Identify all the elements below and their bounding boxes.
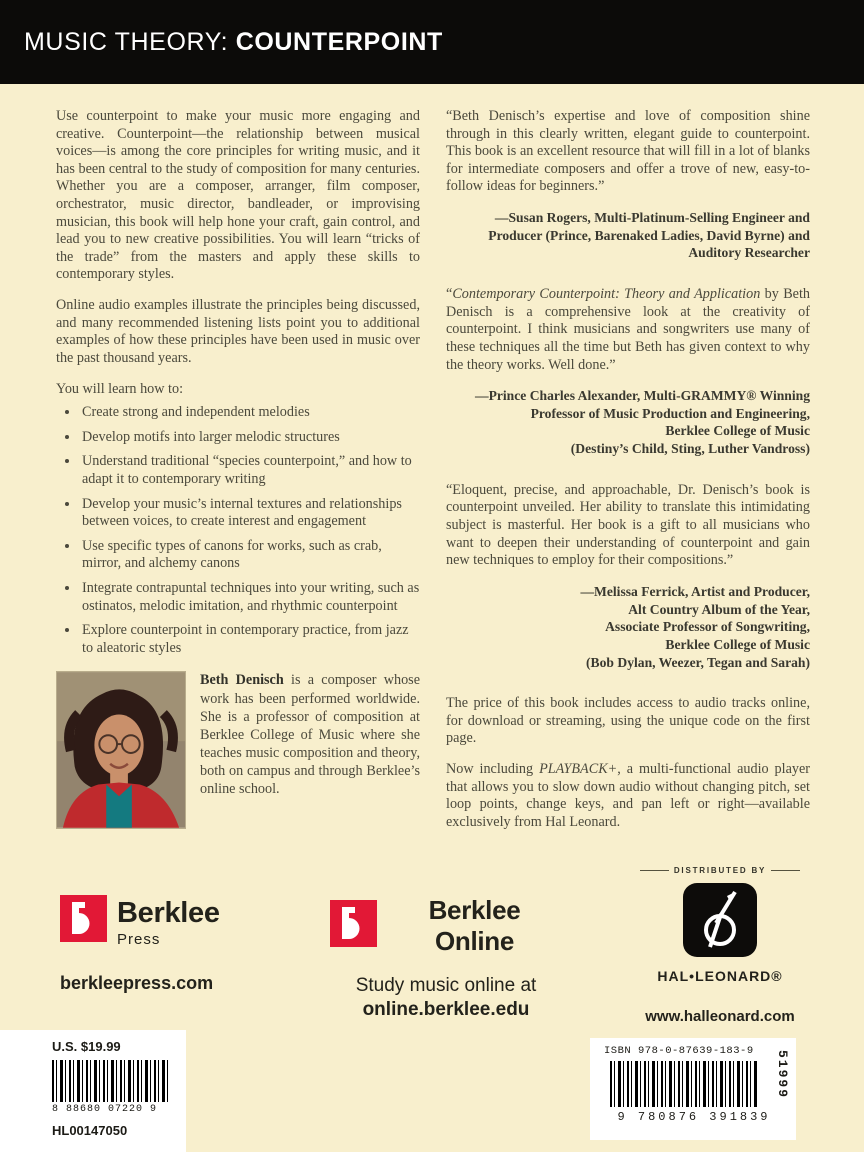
list-item (80, 580, 420, 615)
price-label: U.S. $19.99 (52, 1039, 121, 1054)
berklee-press-url: berkleepress.com (60, 973, 214, 993)
attribution-line: Auditory Researcher (688, 245, 810, 261)
attribution-line: Professor of Music Production and Engineering, (530, 405, 810, 421)
isbn-label: ISBN 978-0-87639-183-9 (604, 1045, 754, 1057)
audio-examples-paragraph: Online audio examples illustrate the principles being discussed, and many recommended listening lists point you to additional examples of how these principles have been used in music over the past thousand years. (56, 297, 420, 366)
upc-barcode (52, 1060, 170, 1102)
rule-right (771, 870, 800, 871)
attribution-line: Alt Country Album of the Year, (628, 601, 810, 617)
distributed-by-label (640, 866, 800, 875)
quote-3-attribution (446, 583, 810, 671)
list-item-text: Integrate contrapuntal techniques into your writing, such as ostinatos, melodic imitation, and rhythmic counterpoint (82, 580, 420, 614)
list-item (80, 429, 420, 447)
quote-3 (446, 482, 810, 570)
berklee-press-block (60, 895, 220, 994)
berklee-online-url: online.berklee.edu (362, 999, 530, 1020)
berklee-wordmark: Berklee (117, 897, 220, 929)
quote-text: “Beth Denisch’s expertise and love of composition shine through in this clearly written, elegant guide to counterpoint. This book is an excellent resource that will fill in a lot of blanks for intermediate composers and offer a trove of new, easy-to-follow ideas for beginners.” (446, 108, 810, 195)
isbn-barcode (610, 1061, 758, 1107)
learn-list (56, 404, 420, 657)
intro-paragraph: Use counterpoint to make your music more engaging and creative. Counterpoint—the relationship between musical voices—is among the core principles for writing music, and it has been central to the study of composition for many centuries. Whether you are a composer, arranger, film composer, orchestrator, music director, bandleader, or improvising musician, this book will help hone your craft, gain control, and lead you to new creative possibilities. You will learn “tricks of the trade” from the masters and apply these skills to contemporary styles. (56, 108, 420, 283)
hal-leonard-wordmark: HAL•LEONARD® (657, 968, 783, 984)
list-item-text: Create strong and independent melodies (82, 404, 310, 421)
author-name: Beth Denisch (200, 672, 284, 689)
attribution-line: (Bob Dylan, Weezer, Tegan and Sarah) (586, 654, 810, 670)
berklee-logo-icon (330, 900, 377, 952)
quote-2 (446, 286, 810, 374)
berklee-online-logo (330, 895, 562, 957)
list-item-text: Understand traditional “species counterpoint,” and how to adapt it to contemporary writing (82, 453, 412, 487)
author-bio (56, 671, 420, 829)
list-item-text: Develop motifs into larger melodic structures (82, 428, 340, 445)
quote-2-attribution (446, 387, 810, 458)
learn-intro: You will learn how to: (56, 380, 184, 397)
attribution-line: Berklee College of Music (665, 423, 810, 439)
berklee-online-wordmark: Berklee Online (428, 895, 521, 956)
price-barcode-box (0, 1030, 186, 1152)
author-bio-text (200, 671, 420, 816)
playback-text: , a multi-functional audio player that allows you to slow down audio without changing pitch, set loop points, change keys, and pan left or right—available exclusively from Hal Leonard. (446, 761, 810, 830)
author-bio-rest: is a composer whose work has been performed worldwide. She is a professor of composition at Berklee College of Music where she teaches music composition and theory, both on campus and through Berklee’s online school. (200, 672, 420, 798)
list-item-text: Explore counterpoint in contemporary practice, from jazz to aleatoric styles (82, 622, 409, 656)
quote-text: “Eloquent, precise, and approachable, Dr. Denisch’s book is counterpoint unveiled. Her ability to translate this intimidating subject is masterful. Her book is a gift to all musicians who want to deepen their understanding of counterpoint and gain new techniques to employ for their compositions.” (446, 481, 810, 569)
left-column (56, 108, 420, 844)
attribution-line: (Destiny’s Child, Sting, Luther Vandross) (570, 441, 810, 457)
price-code-sideways: 51999 (775, 1050, 790, 1100)
isbn-barcode-box (590, 1038, 796, 1140)
upc-digits: 8 88680 07220 9 (52, 1104, 158, 1115)
page-title (24, 28, 443, 57)
list-item (80, 453, 420, 488)
list-item (80, 404, 420, 422)
playback-product-name: PLAYBACK+ (539, 761, 618, 778)
author-photo (56, 671, 186, 829)
main-content (0, 84, 864, 844)
quote-1 (446, 108, 810, 196)
berklee-press-logo (60, 895, 220, 947)
study-online-text: Study music online at (355, 975, 537, 996)
rule-left (640, 870, 669, 871)
quote-1-attribution (446, 209, 810, 262)
attribution-line: Associate Professor of Songwriting, (605, 619, 810, 635)
top-banner (0, 0, 864, 84)
list-item-text: Use specific types of canons for works, such as crab, mirror, and alchemy canons (82, 537, 382, 572)
attribution-line: —Melissa Ferrick, Artist and Producer, (580, 583, 810, 599)
playback-paragraph (446, 761, 810, 831)
quote-italic: Contemporary Counterpoint: Theory and Application (452, 286, 761, 303)
attribution-line: Producer (Prince, Barenaked Ladies, David Byrne) and (488, 227, 810, 243)
list-item (80, 538, 420, 573)
isbn-digits: 9 780876 391839 (617, 1110, 771, 1124)
berklee-logo-icon (60, 895, 107, 947)
hal-leonard-logo-icon (640, 883, 800, 962)
press-wordmark: Press (117, 931, 161, 948)
attribution-line: —Prince Charles Alexander, Multi-GRAMMY® Winning (474, 388, 810, 404)
list-item-text: Develop your music’s internal textures and relationships between voices, to create interest and engagement (82, 495, 402, 530)
list-item (80, 622, 420, 657)
hl-product-code: HL00147050 (52, 1123, 128, 1138)
hal-leonard-url: www.halleonard.com (645, 1008, 795, 1025)
berklee-online-block (330, 895, 562, 1021)
attribution-line: Berklee College of Music (665, 636, 810, 652)
right-column (446, 108, 810, 844)
quote-text: “ (446, 286, 453, 303)
quote-text: by Beth Denisch is a comprehensive look at the creativity of counterpoint. I think musicians and songwriters use many of these techniques all the time but Beth has given context to why the theory works. Well done.” (446, 286, 810, 373)
list-item (80, 496, 420, 531)
playback-text: Now including (446, 761, 540, 778)
title-regular: MUSIC THEORY: (24, 27, 236, 56)
attribution-line: —Susan Rogers, Multi-Platinum-Selling Engineer and (494, 210, 810, 226)
hal-leonard-block (640, 866, 800, 1025)
audio-access-paragraph: The price of this book includes access to audio tracks online, for download or streaming, using the unique code on the first page. (446, 695, 810, 747)
title-bold: COUNTERPOINT (235, 27, 443, 56)
distributed-by-text: DISTRIBUTED BY (673, 866, 767, 875)
